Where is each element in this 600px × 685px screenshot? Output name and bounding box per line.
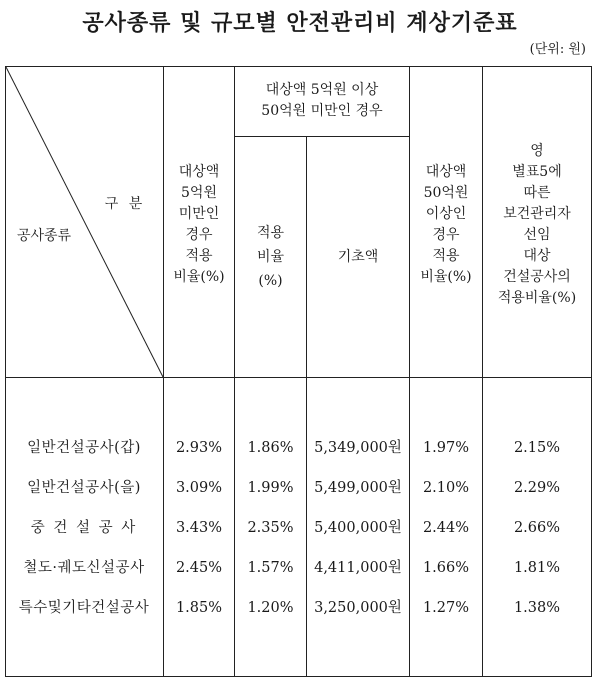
header-text: 건설공사의: [503, 268, 571, 285]
row-over50-rate: 2.44%: [422, 519, 470, 536]
header-text: 따른: [523, 184, 551, 201]
header-text: 비율(%): [173, 268, 225, 285]
header-text: 경우: [432, 226, 460, 243]
row-under5-rate: 3.43%: [175, 519, 223, 536]
header-text: 영: [530, 142, 544, 159]
row-rate: 2.35%: [247, 519, 294, 536]
header-text: 적용비율(%): [497, 289, 577, 306]
row-base-amount: 3,250,000원: [314, 599, 402, 616]
row-base-amount: 5,349,000원: [314, 439, 402, 456]
header-text: 이상인: [425, 205, 467, 222]
cost-standard-table: [5, 66, 592, 677]
header-text: 적용: [185, 247, 213, 264]
header-text: 비율(%): [420, 268, 472, 285]
row-category: 일반건설공사(을): [27, 479, 141, 496]
row-appendix5-rate: 2.66%: [513, 519, 561, 536]
row-appendix5-rate: 2.29%: [513, 479, 561, 496]
row-under5-rate: 2.93%: [175, 439, 223, 456]
header-text: 대상액 5억원 이상: [265, 82, 379, 98]
unit-label: (단위: 원): [529, 42, 586, 57]
row-base-amount: 5,400,000원: [314, 519, 402, 536]
row-rate: 1.86%: [247, 439, 294, 456]
table-row: [5, 508, 592, 548]
header-appendix5-rate: [483, 66, 591, 377]
header-over-50bil: [410, 66, 482, 377]
header-text: 적용: [256, 225, 285, 241]
header-text: 경우: [185, 226, 213, 243]
header-text: 선임: [523, 226, 551, 243]
header-text: 5억원: [181, 184, 217, 201]
table-row: [5, 548, 592, 588]
row-appendix5-rate: 1.81%: [513, 559, 561, 576]
table-row: [5, 428, 592, 468]
row-over50-rate: 2.10%: [422, 479, 470, 496]
row-over50-rate: 1.97%: [422, 439, 470, 456]
row-over50-rate: 1.66%: [422, 559, 470, 576]
row-over50-rate: 1.27%: [422, 599, 470, 616]
corner-diagonal: [5, 66, 164, 378]
corner-label-division: 구 분: [104, 195, 146, 212]
row-category: 특수및기타건설공사: [18, 599, 150, 616]
row-category: 중 건 설 공 사: [30, 519, 138, 536]
table-border-bottom: [5, 676, 592, 677]
row-category: 일반건설공사(갑): [27, 439, 141, 456]
row-rate: 1.99%: [247, 479, 294, 496]
header-text: 대상액: [425, 163, 467, 180]
corner-label-construction-type: 공사종류: [16, 227, 72, 244]
table-row: [5, 588, 592, 628]
row-base-amount: 5,499,000원: [314, 479, 402, 496]
header-sub-base-amount: 기초액: [337, 248, 379, 265]
header-text: 대상: [523, 247, 551, 264]
header-text: (%): [258, 273, 283, 289]
row-category: 철도·궤도신설공사: [23, 559, 145, 576]
header-sub-rate: [235, 137, 306, 377]
header-under-5bil: [164, 66, 234, 377]
header-text: 비율: [256, 249, 285, 265]
row-rate: 1.57%: [247, 559, 294, 576]
row-appendix5-rate: 2.15%: [513, 439, 561, 456]
table-row: [5, 468, 592, 508]
row-base-amount: 4,411,000원: [314, 559, 402, 576]
row-rate: 1.20%: [247, 599, 294, 616]
header-text: 대상액: [178, 163, 220, 180]
header-text: 50억원 미만인 경우: [261, 103, 383, 119]
row-under5-rate: 1.85%: [175, 599, 223, 616]
header-text: 적용: [432, 247, 460, 264]
row-under5-rate: 3.09%: [175, 479, 223, 496]
table-title: 공사종류 및 규모별 안전관리비 계상기준표: [82, 10, 518, 36]
header-text: 보건관리자: [503, 205, 571, 222]
header-text: 별표5에: [512, 163, 562, 180]
header-group-5-to-50bil: [235, 66, 409, 136]
header-text: 50억원: [423, 184, 469, 201]
row-appendix5-rate: 1.38%: [513, 599, 561, 616]
header-text: 미만인: [178, 205, 220, 222]
row-under5-rate: 2.45%: [175, 559, 223, 576]
